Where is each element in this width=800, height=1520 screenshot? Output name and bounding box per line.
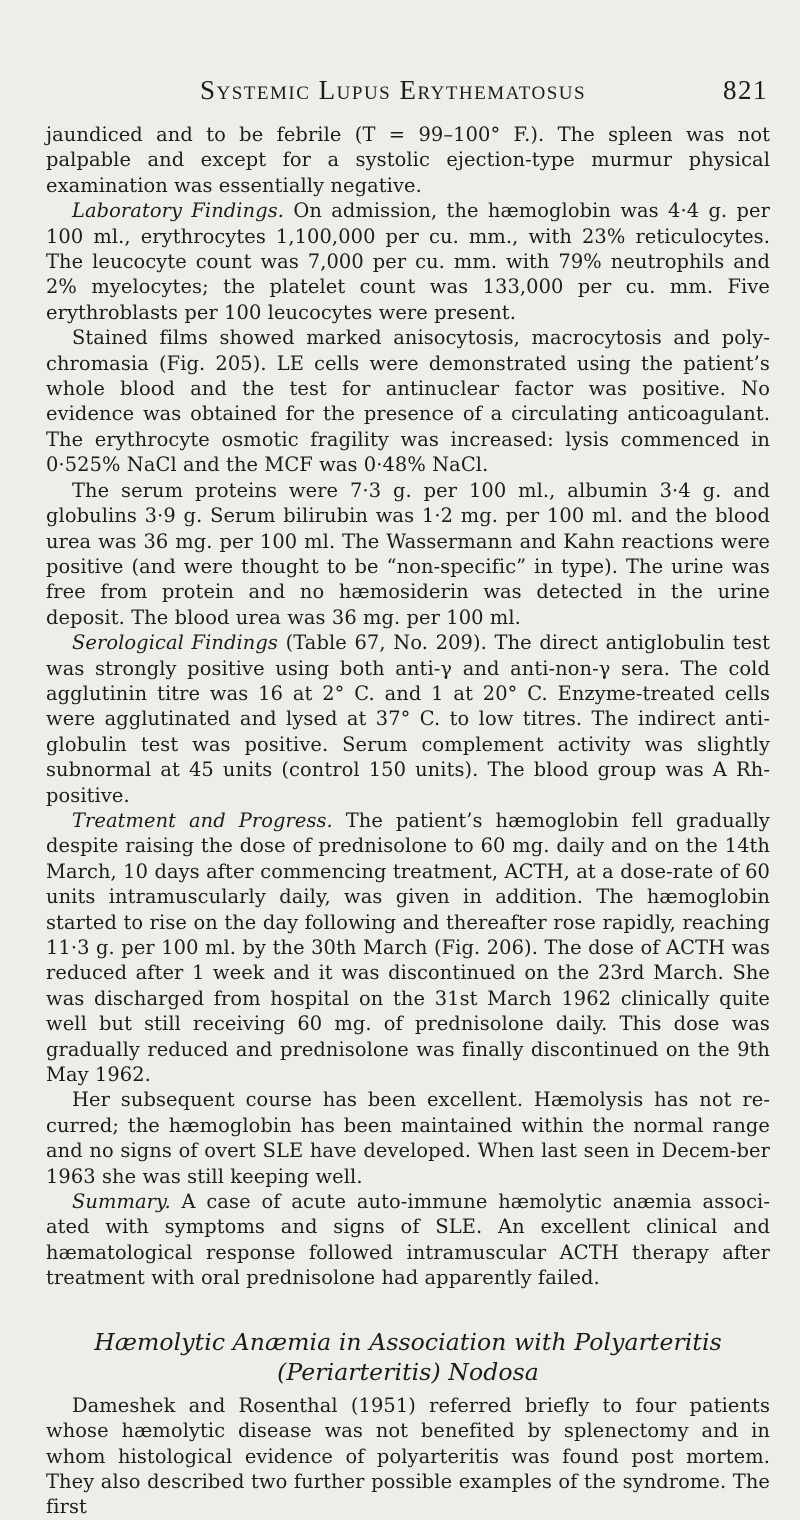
paragraph-laboratory-findings (46, 198, 770, 325)
paragraph-summary (46, 1189, 770, 1291)
run-in-heading: Laboratory Findings. (72, 199, 285, 223)
paragraph-intro: jaundiced and to be febrile (T = 99–100° F.). The spleen was not palpable and except for a systolic ejection-type murmur physical examination was essentially negative. (46, 123, 770, 197)
running-head-title: Systemic Lupus Erythematosus (200, 75, 587, 105)
run-in-heading: Serological Findings (72, 631, 278, 655)
section-heading (46, 1327, 770, 1387)
paragraph-text: On admission, the hæmoglobin was 4·4 g. per 100 ml., erythrocytes 1,100,000 per cu. mm., with 23% reticulocytes. The leucocyte count was 7,000 per cu. mm. with 79% neutrophils and 2% myelocytes; the platelet count was 133,000 per cu. mm. Five erythroblasts per 100 leucocytes were present. (46, 199, 770, 324)
section-heading-line-2: (Periarteritis) Nodosa (277, 1357, 539, 1386)
paragraph-text: The patient’s hæmoglobin fell gradually despite raising the dose of prednisolone to 60 mg. daily and on the 14th March, 10 days after commencing treatment, ACTH, at a dose-rate of 60 units intramuscularly daily, was given in addition. The hæmoglobin started to rise on the day following and thereafter rose rapidly, reaching 11·3 g. per 100 ml. by the 30th March (Fig. 206). The dose of ACTH was reduced after 1 week and it was discontinued on the 23rd March. She was discharged from hospital on the 31st March 1962 clinically quite well but still receiving 60 mg. of prednisolone daily. This dose was gradually reduced and prednisolone was finally discontinued on the 9th May 1962. (46, 808, 770, 1087)
paragraph-serological-findings (46, 630, 770, 808)
page-number: 821 (723, 75, 768, 105)
body-text (46, 122, 770, 1520)
section-heading-line-1: Hæmolytic Anæmia in Association with Polyarteritis (94, 1327, 722, 1356)
paragraph-text: (Table 67, No. 209). The direct antiglobulin test was strongly positive using both anti-γ and anti-non-γ sera. The cold agglutinin titre was 16 at 2° C. and 1 at 20° C. Enzyme-treated cells were agglutinated and lysed at 37° C. to low titres. The indirect anti-globulin test was positive. Serum complement activity was slightly subnormal at 45 units (control 150 units). The blood group was A Rh-positive. (46, 631, 770, 807)
paragraph-stained-films: Stained films showed marked anisocytosis, macrocytosis and poly-chromasia (Fig. 205). LE cells were demonstrated using the patient’s whole blood and the test for antinuclear factor was positive. No evidence was obtained for the presence of a circulating anticoagulant. The erythrocyte osmotic fragility was increased: lysis commenced in 0·525% NaCl and the MCF was 0·48% NaCl. (46, 326, 770, 477)
paragraph-dameshek: Dameshek and Rosenthal (1951) referred briefly to four patients whose hæmolytic disease was not benefited by splenectomy and in whom histological evidence of polyarteritis was found post mortem. They also described two further possible examples of the syndrome. The first (46, 1393, 770, 1519)
run-in-heading: Treatment and Progress. (72, 808, 333, 832)
paragraph-serum-proteins: The serum proteins were 7·3 g. per 100 ml., albumin 3·4 g. and globulins 3·9 g. Serum bilirubin was 1·2 mg. per 100 ml. and the blood urea was 36 mg. per 100 ml. The Wassermann and Kahn reactions were positive (and were thought to be “non-specific” in type). The urine was free from protein and no hæmosiderin was detected in the urine deposit. The blood urea was 36 mg. per 100 ml. (46, 478, 770, 629)
paragraph-text: A case of acute auto-immune hæmolytic anæmia associ-ated with symptoms and signs of SLE. An excellent clinical and hæmatological response followed intramuscular ACTH therapy after treatment with oral prednisolone had apparently failed. (46, 1190, 770, 1290)
run-in-heading: Summary. (72, 1190, 171, 1214)
paragraph-subsequent-course: Her subsequent course has been excellent. Hæmolysis has not re-curred; the hæmoglobin has been maintained within the normal range and no signs of overt SLE have developed. When last seen in Decem-ber 1963 she was still keeping well. (46, 1088, 770, 1188)
paragraph-treatment-progress (46, 808, 770, 1087)
running-head (200, 74, 768, 106)
